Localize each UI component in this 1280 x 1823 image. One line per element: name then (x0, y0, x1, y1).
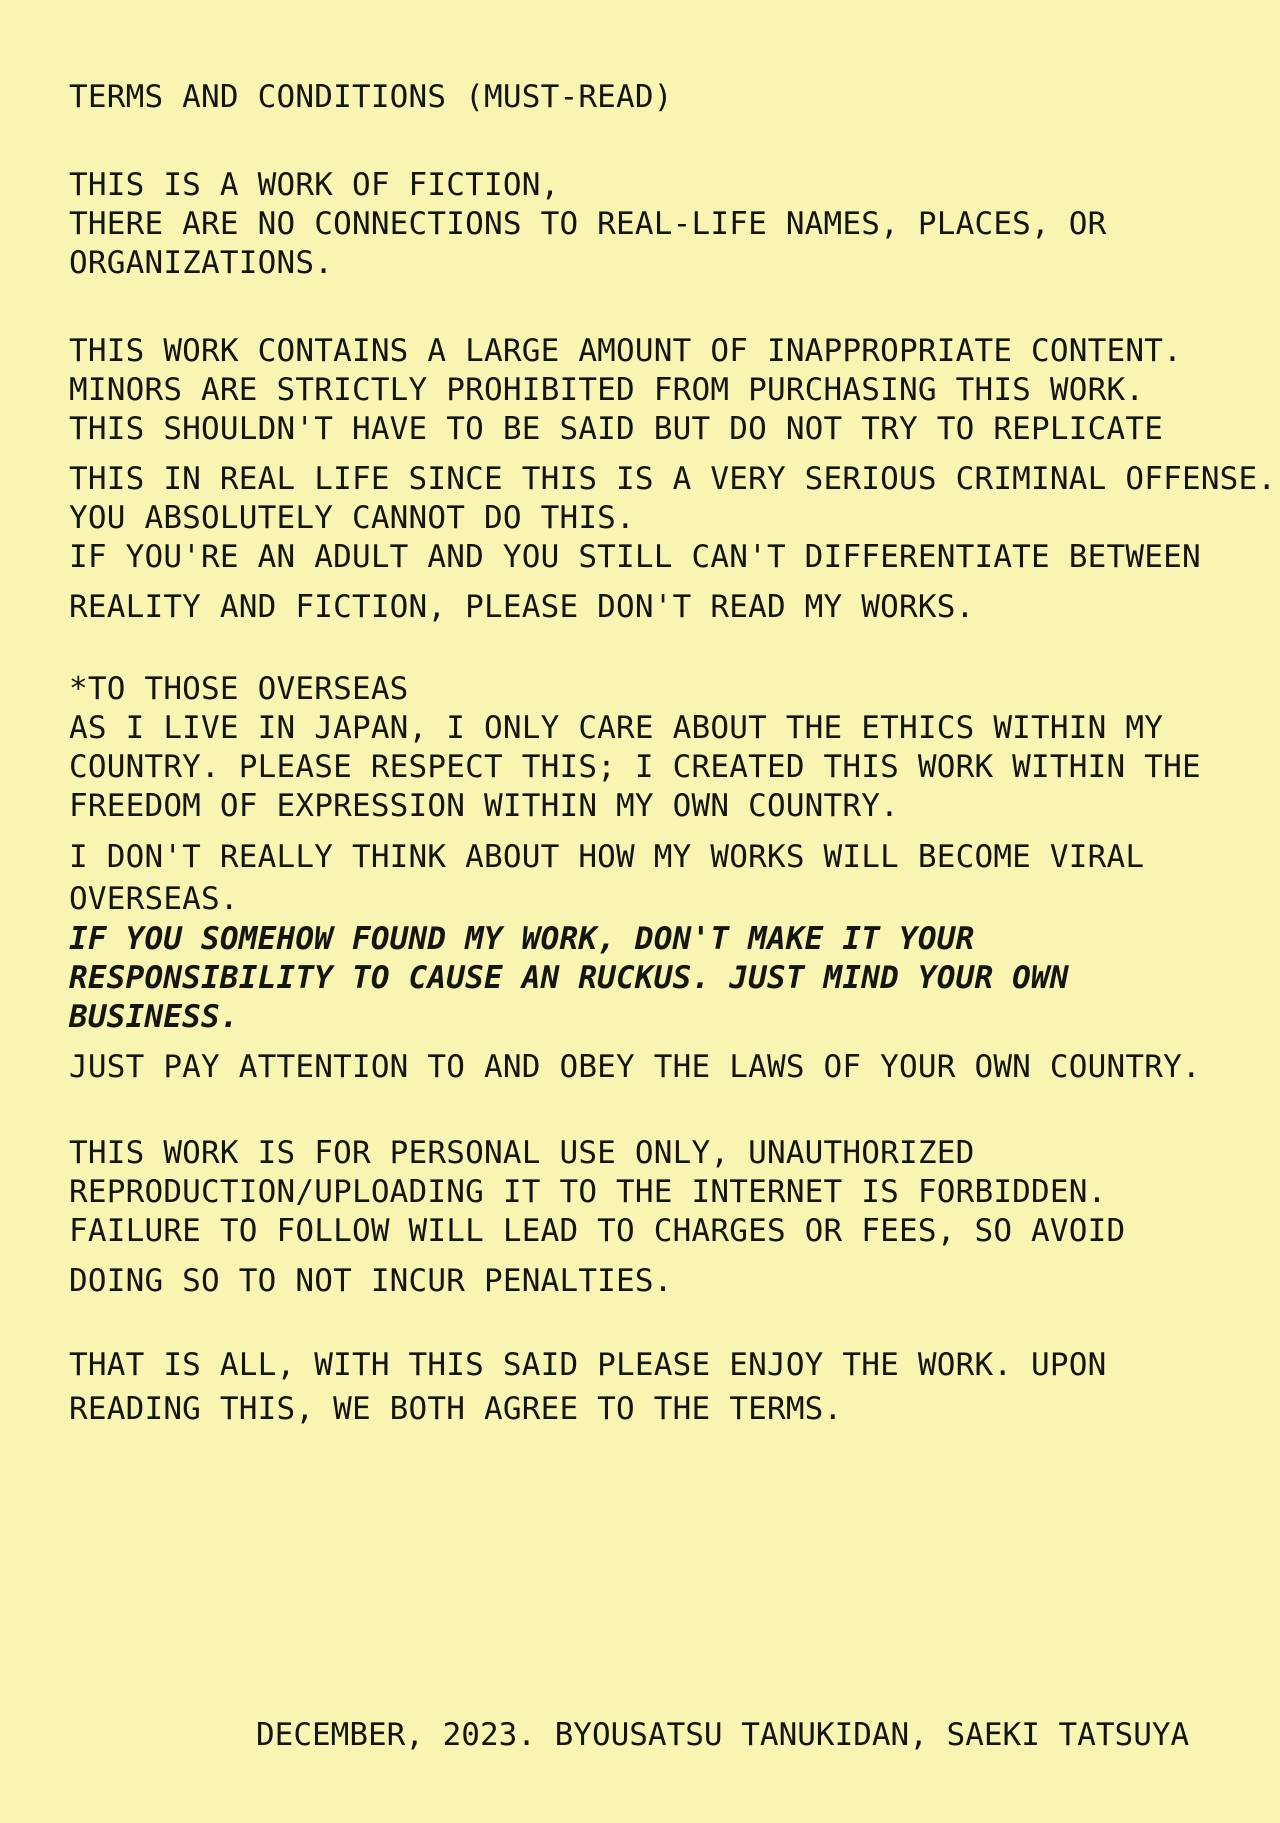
text-line: COUNTRY. PLEASE RESPECT THIS; I CREATED THIS WORK WITHIN THE (69, 749, 1201, 785)
text-line: THAT IS ALL, WITH THIS SAID PLEASE ENJOY THE WORK. UPON (69, 1347, 1107, 1383)
text-line: READING THIS, WE BOTH AGREE TO THE TERMS. (69, 1391, 843, 1427)
text-line: THIS SHOULDN'T HAVE TO BE SAID BUT DO NOT TRY TO REPLICATE (69, 411, 1164, 447)
text-line: JUST PAY ATTENTION TO AND OBEY THE LAWS OF YOUR OWN COUNTRY. (69, 1049, 1201, 1085)
document-footer: DECEMBER, 2023. BYOUSATSU TANUKIDAN, SAEKI TATSUYA (256, 1717, 1190, 1753)
text-line: YOU ABSOLUTELY CANNOT DO THIS. (69, 500, 635, 536)
text-line: THIS WORK CONTAINS A LARGE AMOUNT OF INAPPROPRIATE CONTENT. (69, 333, 1182, 369)
text-line: MINORS ARE STRICTLY PROHIBITED FROM PURCHASING THIS WORK. (69, 372, 1145, 408)
emphasis-line: IF YOU SOMEHOW FOUND MY WORK, DON'T MAKE IT YOUR (69, 921, 975, 957)
text-line: FAILURE TO FOLLOW WILL LEAD TO CHARGES OR FEES, SO AVOID (69, 1213, 1126, 1249)
text-line: OVERSEAS. (69, 881, 239, 917)
text-line: THIS WORK IS FOR PERSONAL USE ONLY, UNAUTHORIZED (69, 1135, 975, 1171)
text-line: FREEDOM OF EXPRESSION WITHIN MY OWN COUNTRY. (69, 788, 899, 824)
text-line: ORGANIZATIONS. (69, 245, 334, 281)
text-line: REPRODUCTION/UPLOADING IT TO THE INTERNET IS FORBIDDEN. (69, 1174, 1107, 1210)
emphasis-line: RESPONSIBILITY TO CAUSE AN RUCKUS. JUST MIND YOUR OWN (69, 960, 1069, 996)
text-line: THIS IS A WORK OF FICTION, (69, 167, 560, 203)
text-line: REALITY AND FICTION, PLEASE DON'T READ MY WORKS. (69, 589, 975, 625)
text-line: IF YOU'RE AN ADULT AND YOU STILL CAN'T DIFFERENTIATE BETWEEN (69, 539, 1201, 575)
document-title: TERMS AND CONDITIONS (MUST-READ) (69, 79, 673, 115)
text-line: AS I LIVE IN JAPAN, I ONLY CARE ABOUT THE ETHICS WITHIN MY (69, 710, 1164, 746)
text-line: THIS IN REAL LIFE SINCE THIS IS A VERY SERIOUS CRIMINAL OFFENSE. (69, 461, 1277, 497)
emphasis-line: BUSINESS. (69, 999, 239, 1035)
text-line: I DON'T REALLY THINK ABOUT HOW MY WORKS WILL BECOME VIRAL (69, 839, 1145, 875)
text-line: *TO THOSE OVERSEAS (69, 671, 409, 707)
text-line: THERE ARE NO CONNECTIONS TO REAL-LIFE NAMES, PLACES, OR (69, 206, 1107, 242)
text-line: DOING SO TO NOT INCUR PENALTIES. (69, 1263, 673, 1299)
